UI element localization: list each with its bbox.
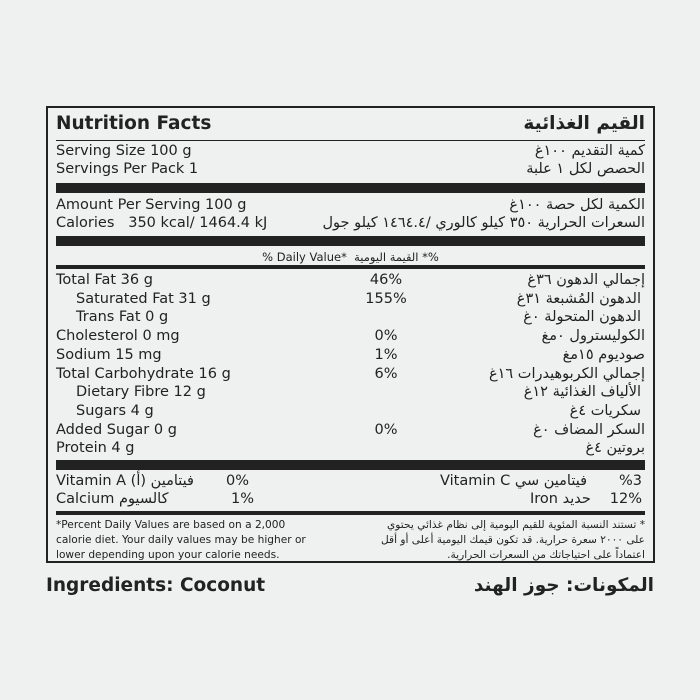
footnote-ar: * تستند النسبة المئوية للقيم اليومية إلى نظام غذائي يحتوي على ٢٠٠٠ سعرة حرارية. قد تكون قيمك اليومية أعلى أو أقل اعتماداً على احتياجاتك من السعرات الحرارية. (380, 519, 645, 561)
ingredients-en: Ingredients: Coconut (46, 575, 266, 596)
nutrient-row (56, 271, 645, 289)
nutrient-name-ar: بروتين ٤غ (585, 440, 645, 457)
nutrient-daily-value: 1% (374, 346, 398, 363)
nutrient-row (56, 327, 645, 345)
calcium-dv: 1% (231, 491, 255, 507)
nutrient-daily-value: 0% (374, 421, 398, 438)
nutrient-name-en: Saturated Fat 31 g (76, 290, 211, 307)
calories-row (56, 214, 645, 232)
nutrient-name-ar: إجمالي الدهون ٣٦غ (527, 272, 645, 288)
serving-size-en: Serving Size 100 g (56, 143, 192, 159)
servings-per-pack-ar: الحصص لكل ١ علبة (526, 161, 645, 177)
vitamin-c-label: Vitamin C فيتامين سي (440, 473, 588, 489)
nutrient-row (56, 421, 645, 439)
nutrient-name-en: Total Fat 36 g (56, 272, 153, 288)
nutrient-name-ar: السكر المضاف ٠غ (533, 421, 645, 438)
servings-per-pack-en: Servings Per Pack 1 (56, 161, 199, 177)
nutrient-name-en: Sodium 15 mg (56, 346, 162, 363)
nutrient-name-en: Total Carbohydrate 16 g (56, 365, 231, 382)
nutrient-name-en: Dietary Fibre 12 g (76, 384, 206, 401)
amount-per-serving-row (56, 196, 645, 214)
calcium-row (56, 490, 255, 508)
nutrition-facts-panel (46, 106, 655, 563)
iron-dv: 12% (609, 491, 642, 507)
nutrient-name-ar: سكريات ٤غ (569, 402, 641, 419)
nutrient-name-en: Cholesterol 0 mg (56, 328, 180, 345)
iron-label: Iron حديد (530, 491, 591, 507)
medium-divider (56, 265, 645, 269)
nutrient-row (56, 346, 645, 364)
serving-size-row (56, 142, 645, 160)
nutrient-name-en: Trans Fat 0 g (76, 309, 169, 326)
nutrient-name-en: Protein 4 g (56, 440, 135, 457)
calcium-label: Calcium كالسيوم (56, 491, 169, 507)
title-ar: القيم الغذائية (523, 113, 645, 134)
ingredients-ar: المكونات: جوز الهند (473, 575, 654, 596)
daily-value-header-en: % Daily Value* (262, 250, 347, 264)
vitamin-c-row (440, 472, 642, 490)
nutrient-name-ar: إجمالي الكربوهيدرات ١٦غ (488, 365, 645, 382)
calories-ar: السعرات الحرارية ٣٥٠ كيلو كالوري /١٤٦٤.٤ كيلو جول (322, 215, 645, 231)
daily-value-header-ar: %* القيمة اليومية (354, 250, 439, 264)
nutrient-name-ar: الكوليسترول ٠مغ (541, 328, 645, 345)
iron-row (440, 490, 642, 508)
title-en: Nutrition Facts (56, 113, 212, 134)
vitamin-c-dv: %3 (618, 473, 642, 489)
footnote-en: *Percent Daily Values are based on a 2,000 calorie diet. Your daily values may be higher or lower depending upon your calorie needs. (56, 519, 306, 561)
thick-divider (56, 183, 645, 193)
nutrient-row (56, 439, 645, 457)
vitamin-a-label: Vitamin A (أ) فيتامين (56, 473, 194, 489)
nutrient-row (56, 402, 645, 420)
nutrient-daily-value: 0% (374, 328, 398, 345)
amount-per-serving-en: Amount Per Serving 100 g (56, 197, 247, 213)
thick-divider (56, 460, 645, 470)
amount-per-serving-ar: الكمية لكل حصة ١٠٠غ (509, 197, 645, 213)
nutrient-row (56, 383, 645, 401)
daily-value-header (48, 248, 653, 266)
servings-per-pack-row (56, 160, 645, 178)
nutrient-name-en: Sugars 4 g (76, 402, 154, 419)
calories-label: Calories (56, 215, 115, 231)
calories-value: 350 kcal/ 1464.4 kJ (128, 215, 268, 231)
nutrient-daily-value: 46% (369, 272, 403, 288)
nutrient-name-en: Added Sugar 0 g (56, 421, 177, 438)
nutrient-name-ar: الألياف الغذائية ١٢غ (523, 384, 641, 401)
nutrient-daily-value: 6% (374, 365, 398, 382)
nutrient-daily-value: 155% (365, 290, 407, 307)
nutrient-name-ar: صوديوم ١٥مغ (562, 346, 645, 363)
divider (56, 140, 645, 141)
medium-divider (56, 511, 645, 515)
nutrient-row (56, 308, 645, 326)
vitamin-a-row (56, 472, 250, 490)
nutrient-name-ar: الدهون المتحولة ٠غ (523, 309, 641, 326)
serving-size-ar: كمية التقديم ١٠٠غ (534, 143, 645, 159)
thick-divider (56, 236, 645, 246)
vitamin-a-dv: 0% (226, 473, 250, 489)
nutrient-row (56, 365, 645, 383)
nutrient-name-ar: الدهون المُشبعة ٣١غ (516, 290, 641, 307)
nutrient-row (56, 290, 645, 308)
